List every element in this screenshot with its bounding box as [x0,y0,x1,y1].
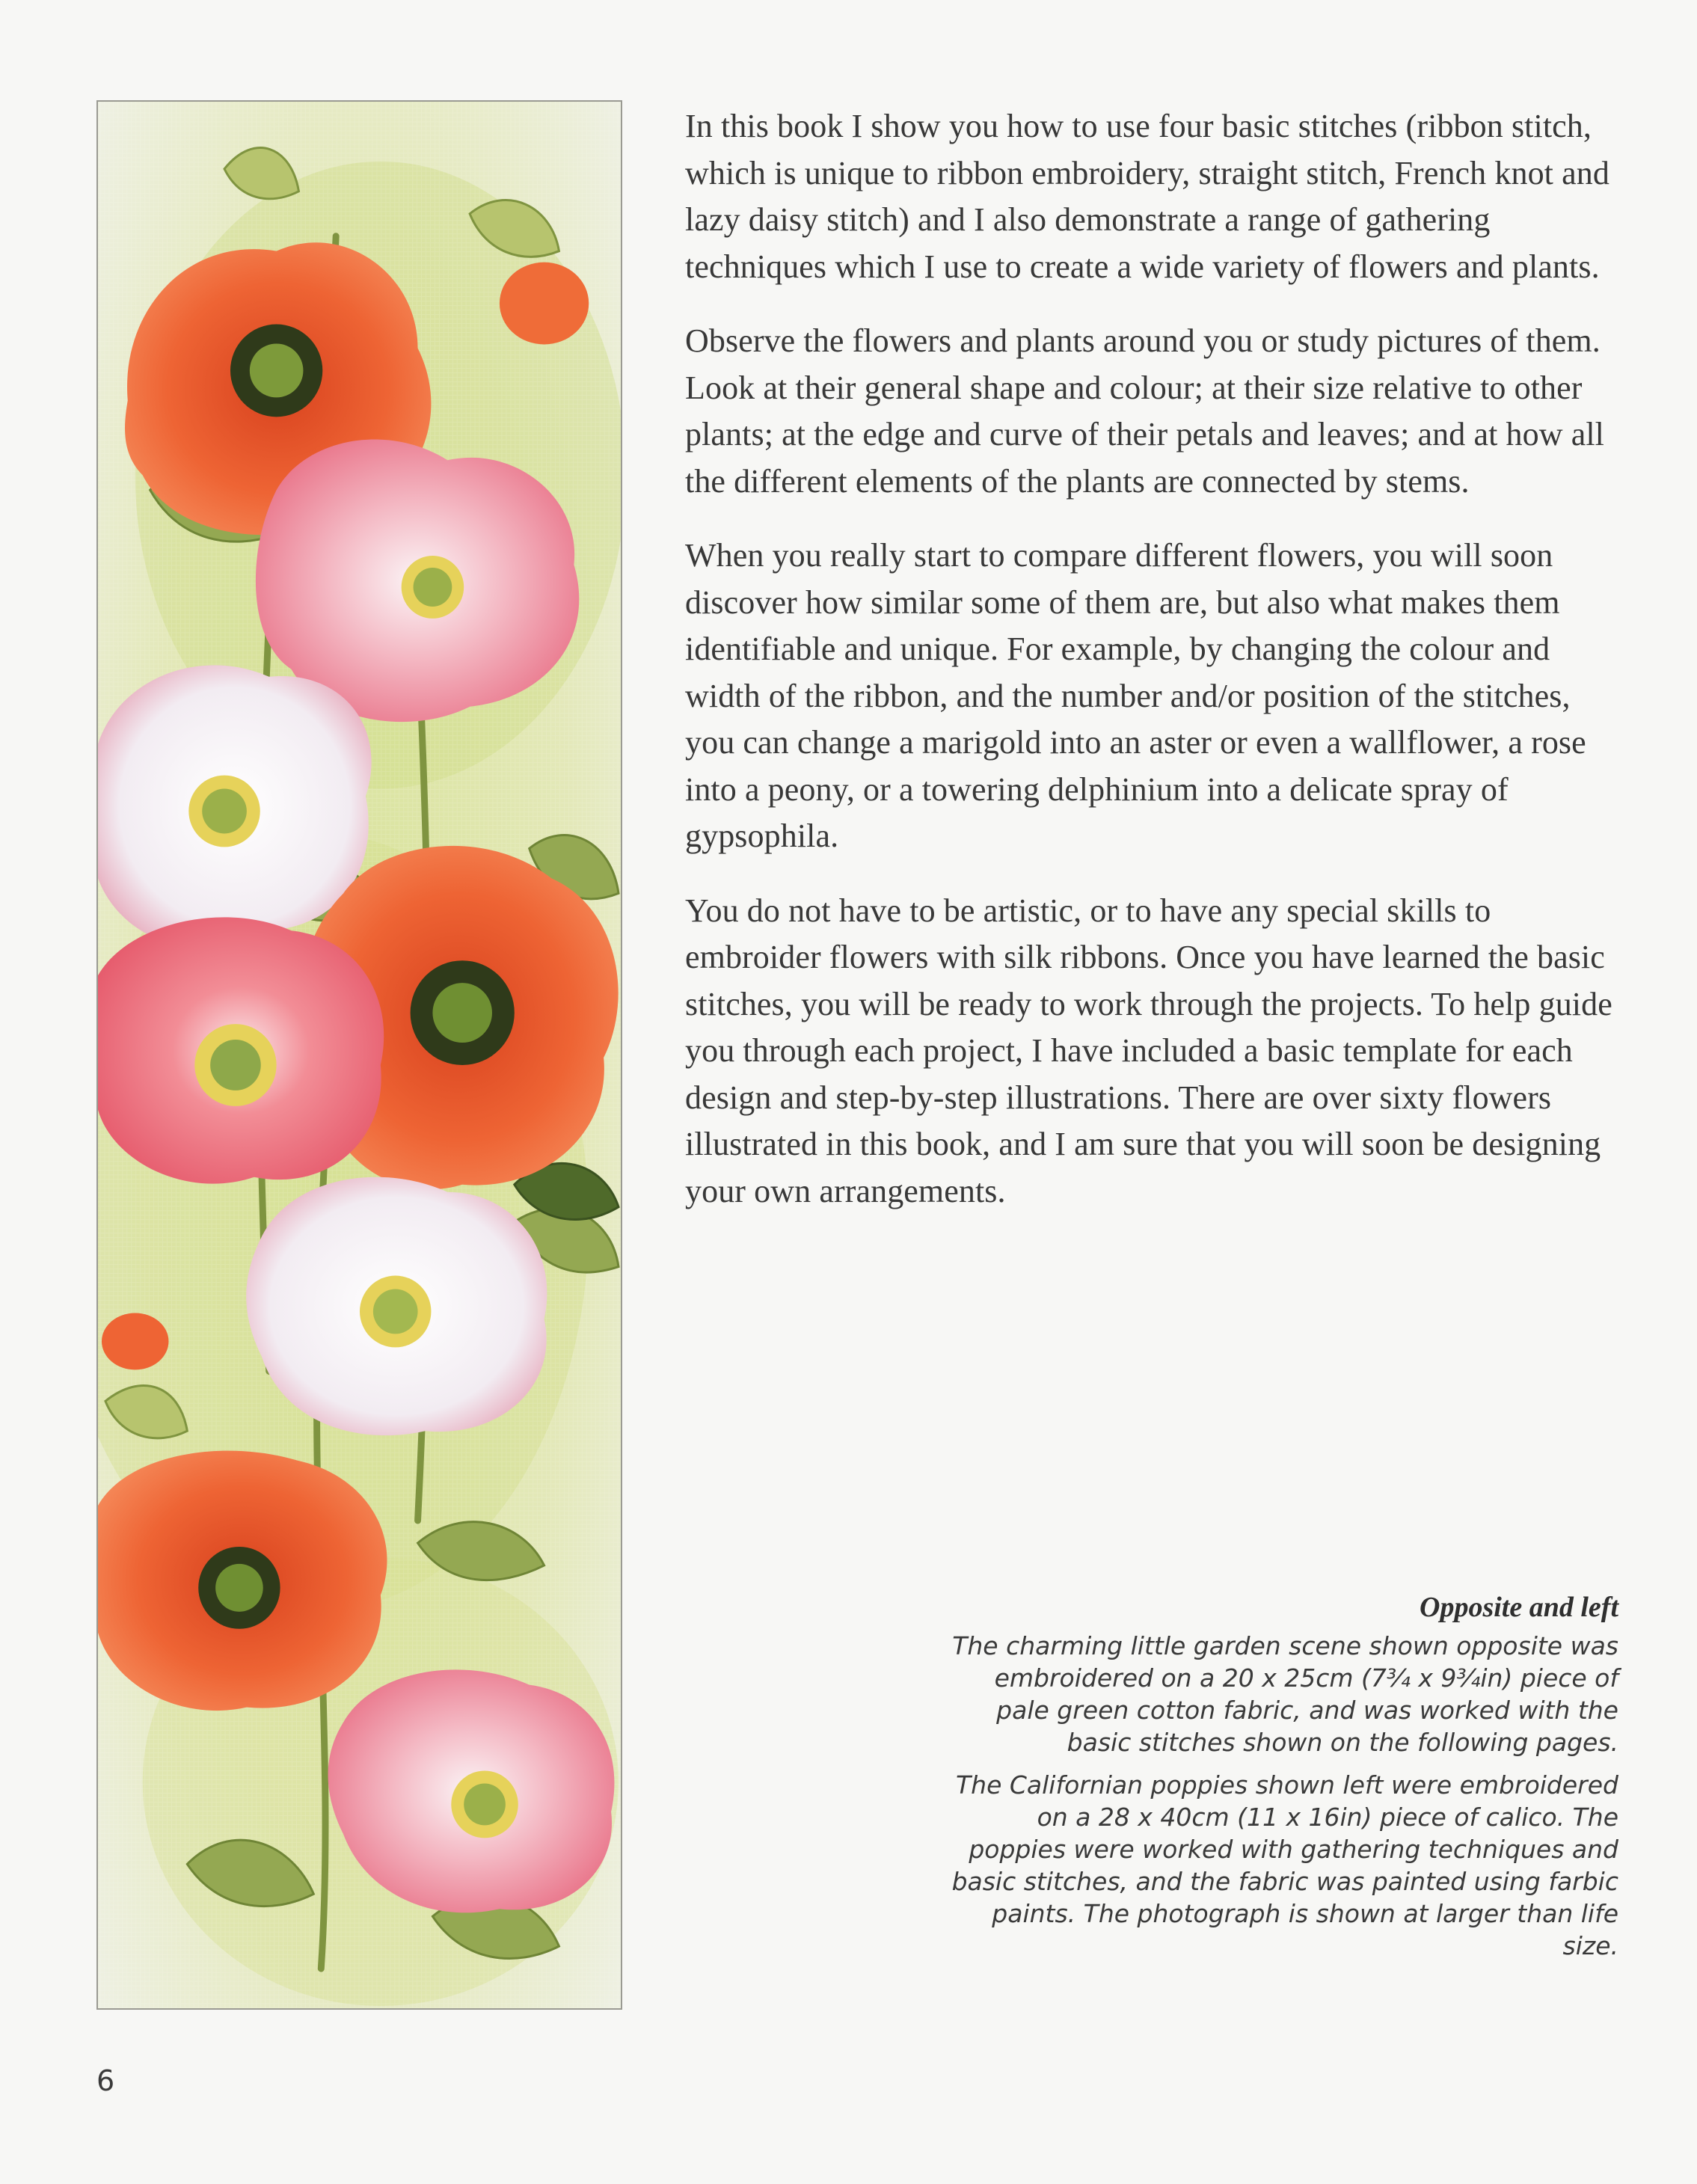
poppies-illustration [98,102,621,2008]
body-paragraph: When you really start to compare different flowers, you will soon discover how similar some of them are, but also what makes them identifiable and unique. For example, by changing the colour and width of the ribbon, and the number and/or position of the stitches, you can change a marigold into an aster or even a wallflower, a rose into a peony, or a towering delphinium into a delicate spray of gypsophila. [685,537,1586,854]
body-paragraph: You do not have to be artistic, or to have any special skills to embroider flowers with silk ribbons. Once you have learned the basic stitches, you will be ready to work through the projects. To help guide you through each project, I have included a basic template for each design and step-by-step illustrations. There are over sixty flowers illustrated in this book, and I am sure that you will soon be designing your own arrangements. [685,892,1612,1209]
caption-paragraph: The Californian poppies shown left were embroidered on a 28 x 40cm (11 x 16in) piece of calico. The poppies were worked with gathering techniques and basic stitches, and the fabric was painted using farbic paints. The photograph is shown at larger than life size. [951,1770,1618,1960]
photo-caption [945,1588,1618,1972]
page-number: 6 [96,2064,115,2097]
caption-paragraph: The charming little garden scene shown opposite was embroidered on a 20 x 25cm (7¾ x 9¾in) piece of pale green cotton fabric, and was worked with the basic stitches shown on the following pages. [952,1631,1618,1757]
body-text [685,103,1620,1242]
poppies-photograph [96,100,622,2010]
caption-heading: Opposite and left [1420,1592,1618,1623]
body-paragraph: In this book I show you how to use four basic stitches (ribbon stitch, which is unique to ribbon embroidery, straight stitch, French knot and lazy daisy stitch) and I also demonstrate a range of gathering techniques which I use to create a wide variety of flowers and plants. [685,108,1609,285]
body-paragraph: Observe the flowers and plants around you or study pictures of them. Look at their general shape and colour; at their size relative to other plants; at the edge and curve of their petals and leaves; and at how all the different elements of the plants are connected by stems. [685,322,1604,500]
